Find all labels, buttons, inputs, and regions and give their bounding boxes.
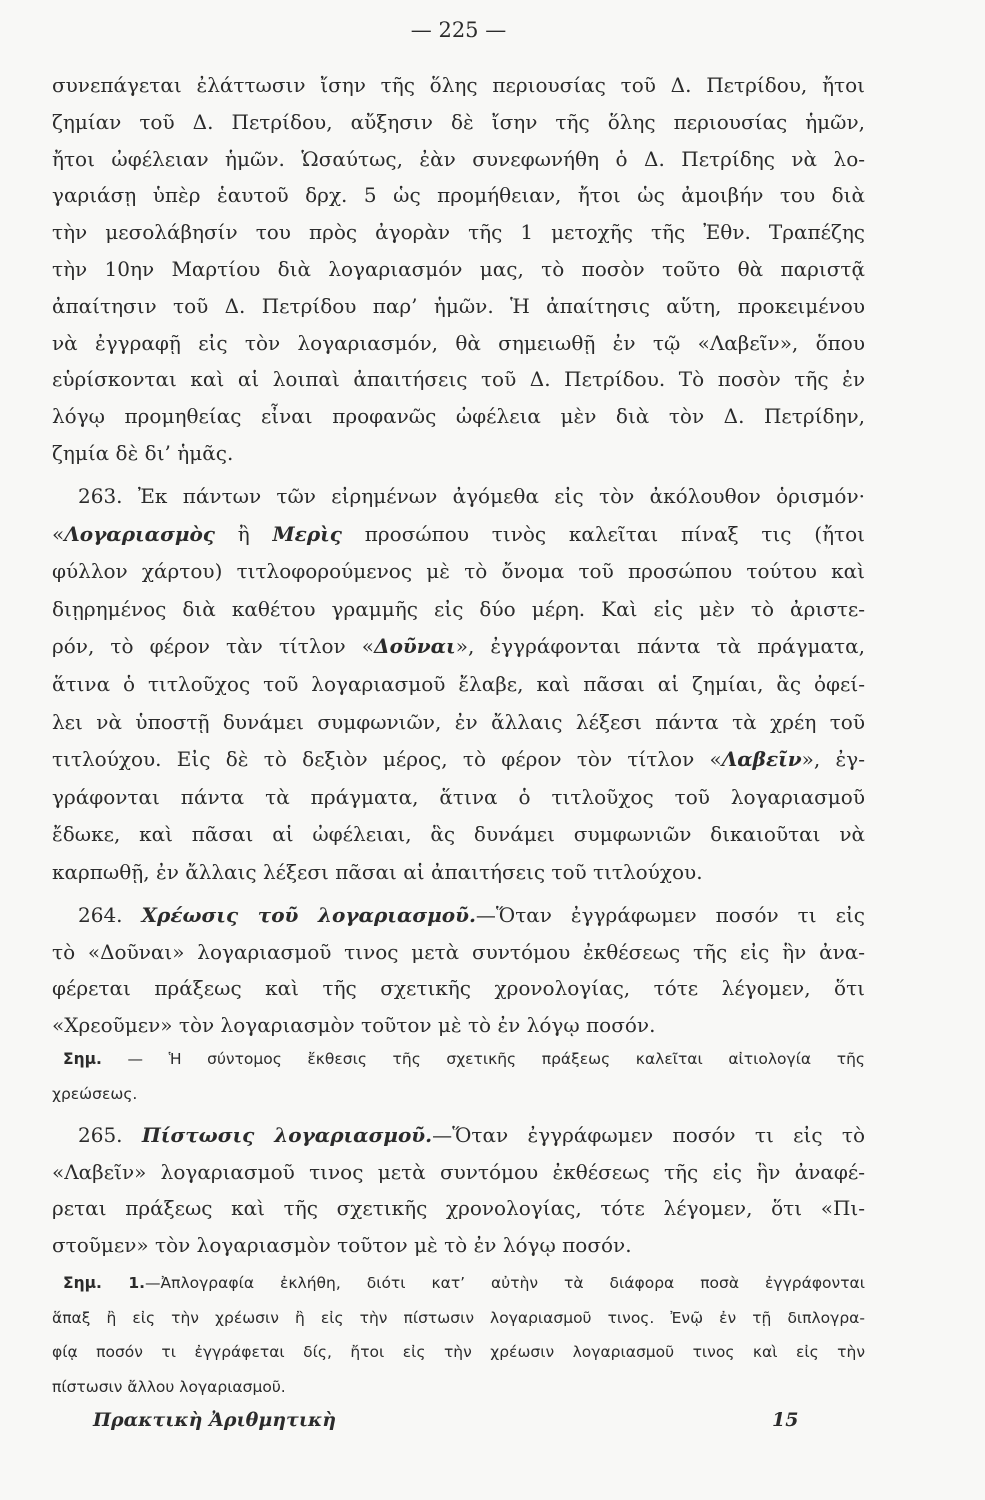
line-text: », ἐγγράφονται πάντα τὰ πράγματα, — [455, 634, 865, 659]
section-number: 265. — [78, 1123, 142, 1147]
text-line: τὸ «Δοῦναι» λογαριασμοῦ τινος μετὰ συντόμου ἐκθέσεως τῆς εἰς ἣν ἀνα- — [52, 939, 865, 964]
line-text: προσώπου τινὸς καλεῖται πίναξ τις (ἤτοι — [341, 521, 865, 546]
text-line — [52, 516, 865, 554]
note-label: Σημ. — [63, 1050, 102, 1068]
text-line: στοῦμεν» τὸν λογαριασμὸν τοῦτον μὲ τὸ ἐν λόγῳ ποσόν. — [52, 1233, 632, 1258]
heading-xreosis: Χρέωσις τοῦ λογαριασμοῦ. — [141, 903, 476, 927]
text-line: χρεώσεως. — [52, 1085, 138, 1103]
note-264 — [52, 1042, 865, 1112]
text-line: γαριάσῃ ὑπὲρ ἑαυτοῦ δρχ. 5 ὡς προμήθειαν, ἤτοι ὡς ἀμοιβήν του διὰ — [52, 183, 865, 208]
text-line: συνεπάγεται ἐλάττωσιν ἴσην τῆς ὅλης περιουσίας τοῦ Δ. Πετρίδου, ἤτοι — [52, 73, 865, 97]
section-263 — [52, 478, 865, 892]
paragraph-continuation — [52, 67, 865, 472]
section-265 — [52, 1117, 865, 1264]
line-text: ρόν, τὸ φέρον τὰν τίτλον « — [52, 634, 375, 659]
text-line: ἀπαίτησιν τοῦ Δ. Πετρίδου παρ’ ἡμῶν. Ἡ ἀπαίτησις αὕτη, προκειμένου — [52, 293, 865, 318]
text-line — [52, 897, 865, 934]
text-line: φίᾳ ποσόν τι ἐγγράφεται δίς, ἤτοι εἰς τὴν χρέωσιν λογαριασμοῦ τινος καὶ εἰς τὴν — [52, 1343, 865, 1362]
text-line — [52, 741, 865, 779]
text-line: λόγῳ προμηθείας εἶναι προφανῶς ὠφέλεια μὲν διὰ τὸν Δ. Πετρίδην, — [52, 404, 865, 429]
line-text: —Ὅταν ἐγγράφωμεν ποσόν τι εἰς τὸ — [432, 1123, 866, 1147]
text-line: ἔδωκε, καὶ πᾶσαι αἱ ὠφέλειαι, ἃς δυνάμει συμφωνιῶν δικαιοῦται νὰ — [52, 822, 865, 847]
line-text: —Ἀπλογραφία ἐκλήθη, διότι κατ’ αὐτὴν τὰ διάφορα ποσὰ ἐγγράφονται — [145, 1274, 865, 1292]
text-line: καρπωθῇ, ἐν ἄλλαις λέξεσι πᾶσαι αἱ ἀπαιτήσεις τοῦ τιτλούχου. — [52, 859, 703, 884]
heading-pistosis: Πίστωσις λογαριασμοῦ. — [141, 1123, 433, 1147]
section-264 — [52, 897, 865, 1044]
text-line: λει νὰ ὑποστῇ δυνάμει συμφωνιῶν, ἐν ἄλλαις λέξεσι πάντα τὰ χρέη τοῦ — [52, 709, 865, 734]
text-line: ἅπαξ ἢ εἰς τὴν χρέωσιν ἢ εἰς τὴν πίστωσιν λογαριασμοῦ τινος. Ἐνῷ ἐν τῇ διπλογρα- — [52, 1308, 865, 1327]
text-line: νὰ ἐγγραφῇ εἰς τὸν λογαριασμόν, θὰ σημειωθῇ ἐν τῷ «Λαβεῖν», ὅπου — [52, 330, 865, 355]
line-text: », ἐγ- — [801, 747, 865, 772]
text-line: φέρεται πράξεως καὶ τῆς σχετικῆς χρονολογίας, τότε λέγομεν, ὅτι — [52, 976, 865, 1001]
note-label: Σημ. 1. — [63, 1274, 146, 1292]
text-line: εὑρίσκονται καὶ αἱ λοιπαὶ ἀπαιτήσεις τοῦ Δ. Πετρίδου. Τὸ ποσὸν τῆς ἐν — [52, 367, 865, 392]
text-line: ρεται πράξεως καὶ τῆς σχετικῆς χρονολογίας, τότε λέγομεν, ὅτι «Πι- — [52, 1196, 865, 1221]
text-line — [52, 1042, 865, 1077]
text-line: ζημίαν τοῦ Δ. Πετρίδου, αὔξησιν δὲ ἴσην τῆς ὅλης περιουσίας ἡμῶν, — [52, 109, 865, 134]
text-line: 263. Ἐκ πάντων τῶν εἰρημένων ἀγόμεθα εἰς τὸν ἀκόλουθον ὁρισμόν· — [78, 484, 865, 508]
text-line — [52, 1266, 865, 1301]
signature-number: 15 — [772, 1409, 799, 1431]
note-265 — [52, 1266, 865, 1405]
text-line: τὴν 10ην Μαρτίου διὰ λογαριασμόν μας, τὸ ποσὸν τοῦτο θὰ παριστᾷ — [52, 256, 865, 281]
text-line: πίστωσιν ἄλλου λογαριασμοῦ. — [52, 1378, 286, 1397]
term-meris: Μερὶς — [272, 521, 342, 546]
line-text: τιτλούχου. Εἰς δὲ τὸ δεξιὸν μέρος, τὸ φέρον τὸν τίτλον « — [52, 747, 722, 772]
line-text: — Ἡ σύντομος ἔκθεσις τῆς σχετικῆς πράξεως καλεῖται αἰτιολογία τῆς — [101, 1050, 865, 1068]
text-line: φύλλον χάρτου) τιτλοφορούμενος μὲ τὸ ὄνομα τοῦ προσώπου τούτου καὶ — [52, 559, 865, 584]
text-line: ζημία δὲ δι’ ἡμᾶς. — [52, 440, 234, 465]
text-line: «Χρεοῦμεν» τὸν λογαριασμὸν τοῦτον μὲ τὸ ἐν λόγῳ ποσόν. — [52, 1013, 656, 1038]
page-number: — 225 — — [410, 18, 507, 42]
text-line: γράφονται πάντα τὰ πράγματα, ἅτινα ὁ τιτλοῦχος τοῦ λογαριασμοῦ — [52, 784, 865, 809]
text-line: τὴν μεσολάβησίν του πρὸς ἀγορὰν τῆς 1 μετοχῆς τῆς Ἐθν. Τραπέζης — [52, 220, 865, 245]
text-line: «Λαβεῖν» λογαριασμοῦ τινος μετὰ συντόμου ἐκθέσεως τῆς εἰς ἣν ἀναφέ- — [52, 1159, 865, 1184]
term-logariasmos: Λογαριασμὸς — [64, 521, 215, 546]
text-line: διῃρημένος διὰ καθέτου γραμμῆς εἰς δύο μέρη. Καὶ εἰς μὲν τὸ ἀριστε- — [52, 596, 865, 621]
text-line — [52, 628, 865, 666]
line-text: « — [52, 521, 65, 546]
term-lavein: Λαβεῖν — [721, 747, 802, 772]
text-line: ἤτοι ὠφέλειαν ἡμῶν. Ὡσαύτως, ἐὰν συνεφωνήθη ὁ Δ. Πετρίδης νὰ λο- — [52, 146, 865, 171]
line-text: —Ὅταν ἐγγράφωμεν ποσόν τι εἰς — [475, 903, 865, 927]
section-number: 264. — [78, 903, 142, 927]
term-dounai: Δοῦναι — [374, 634, 456, 659]
book-title-footer: Πρακτικὴ Ἀριθμητικὴ — [93, 1409, 337, 1431]
line-text: ἢ — [214, 521, 273, 546]
text-line: ἅτινα ὁ τιτλοῦχος τοῦ λογαριασμοῦ ἔλαβε, καὶ πᾶσαι αἱ ζημίαι, ἃς ὀφεί- — [52, 671, 865, 696]
text-line — [52, 1117, 865, 1154]
